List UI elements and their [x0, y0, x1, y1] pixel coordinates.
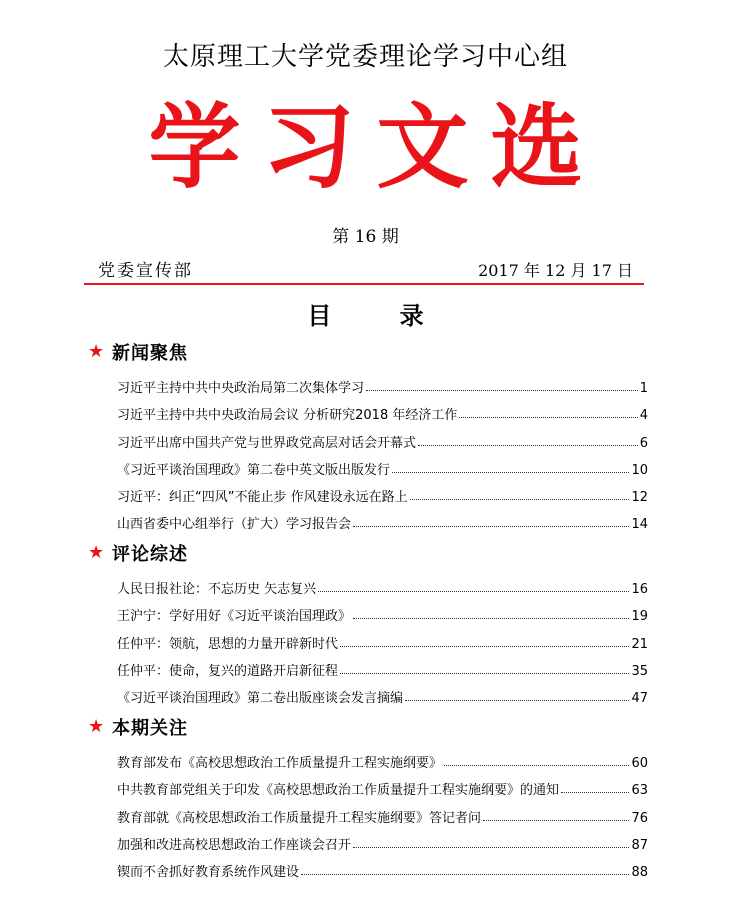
- toc-entry-title: 任仲平：领航，思想的力量开辟新时代: [117, 636, 339, 652]
- toc-title: 目 录: [307, 301, 454, 330]
- toc-entry[interactable]: [88, 798, 648, 825]
- leader-dots: [392, 472, 629, 473]
- toc-entry-page: 19: [631, 609, 648, 625]
- leader-dots: [444, 765, 629, 766]
- toc-entry-title: 习近平主持中共中央政治局第二次集体学习: [117, 381, 365, 397]
- star-icon: ★: [88, 341, 105, 362]
- star-icon: ★: [88, 716, 105, 737]
- org-name: 太原理工大学党委理论学习中心组: [162, 42, 568, 72]
- publication-title: 学习文选: [148, 93, 605, 201]
- leader-dots: [459, 417, 637, 418]
- toc-entry[interactable]: [88, 423, 648, 450]
- toc-entry-page: 10: [631, 462, 648, 478]
- toc-entry[interactable]: [88, 396, 648, 423]
- issue-number: 第 16 期: [332, 227, 399, 247]
- toc-entry-title: 教育部就《高校思想政治工作质量提升工程实施纲要》答记者问: [117, 810, 482, 826]
- section-header: [88, 714, 648, 740]
- toc-entry-page: 87: [631, 837, 648, 853]
- toc-entry[interactable]: [88, 679, 648, 706]
- leader-dots: [318, 591, 629, 592]
- leader-dots: [410, 499, 630, 500]
- leader-dots: [366, 390, 638, 391]
- toc-entry[interactable]: [88, 369, 648, 396]
- leader-dots: [340, 646, 629, 647]
- section-title: 评论综述: [112, 544, 188, 565]
- toc-entry-title: 加强和改进高校思想政治工作座谈会召开: [117, 837, 352, 853]
- toc-entry-title: 习近平主持中共中央政治局会议 分析研究2018 年经济工作: [117, 408, 458, 424]
- toc-entry[interactable]: [88, 652, 648, 679]
- toc-entry-page: 16: [631, 582, 648, 598]
- leader-dots: [353, 847, 629, 848]
- toc-entry-page: 12: [631, 489, 648, 505]
- toc-entry-page: 4: [639, 408, 648, 424]
- section-header: [88, 540, 648, 566]
- toc-entry-page: 63: [631, 783, 648, 799]
- leader-dots: [405, 700, 629, 701]
- toc-entry[interactable]: [88, 826, 648, 853]
- toc-entry-page: 60: [631, 756, 648, 772]
- star-icon: ★: [88, 542, 105, 563]
- department: 党委宣传部: [98, 261, 193, 281]
- toc-entry-page: 35: [631, 663, 648, 679]
- toc-entry[interactable]: [88, 505, 648, 532]
- toc-entry-page: 88: [631, 864, 648, 880]
- toc-entry[interactable]: [88, 853, 648, 880]
- toc-entry-page: 6: [639, 435, 648, 451]
- toc-entry-page: 1: [639, 381, 648, 397]
- toc-section-news: [88, 339, 648, 532]
- leader-dots: [353, 618, 629, 619]
- toc-entry-title: 王沪宁：学好用好《习近平谈治国理政》: [117, 609, 352, 625]
- toc-entry[interactable]: [88, 624, 648, 651]
- toc-entry-title: 任仲平：使命，复兴的道路开启新征程: [117, 663, 339, 679]
- toc-section-commentary: [88, 540, 648, 706]
- toc-section-focus: [88, 714, 648, 880]
- toc-entry-page: 47: [631, 690, 648, 706]
- leader-dots: [301, 874, 629, 875]
- section-header: [88, 339, 648, 365]
- toc-entry[interactable]: [88, 771, 648, 798]
- toc-entry-page: 21: [631, 636, 648, 652]
- header-divider: [84, 283, 644, 285]
- toc-entry-page: 14: [631, 517, 648, 533]
- leader-dots: [561, 792, 629, 793]
- leader-dots: [483, 820, 629, 821]
- leader-dots: [340, 673, 629, 674]
- toc-entry-title: 锲而不舍抓好教育系统作风建设: [117, 864, 300, 880]
- toc-entry[interactable]: [88, 570, 648, 597]
- toc-entry-title: 山西省委中心组举行（扩大）学习报告会: [117, 517, 352, 533]
- toc-entry-title: 人民日报社论：不忘历史 矢志复兴: [117, 582, 317, 598]
- section-title: 新闻聚焦: [112, 343, 188, 364]
- toc-entry-page: 76: [631, 810, 648, 826]
- toc-entry[interactable]: [88, 478, 648, 505]
- toc-entry-title: 习近平出席中国共产党与世界政党高层对话会开幕式: [117, 435, 417, 451]
- toc-entry-title: 《习近平谈治国理政》第二卷中英文版出版发行: [117, 462, 391, 478]
- toc-entry-title: 中共教育部党组关于印发《高校思想政治工作质量提升工程实施纲要》的通知: [117, 783, 560, 799]
- toc-entry[interactable]: [88, 451, 648, 478]
- publish-date: 2017 年 12 月 17 日: [478, 261, 633, 280]
- leader-dots: [418, 445, 638, 446]
- toc-entry[interactable]: [88, 744, 648, 771]
- toc-entry[interactable]: [88, 597, 648, 624]
- toc-entry-title: 教育部发布《高校思想政治工作质量提升工程实施纲要》: [117, 756, 443, 772]
- section-title: 本期关注: [112, 718, 188, 739]
- toc-entry-title: 习近平：纠正“四风”不能止步 作风建设永远在路上: [117, 489, 408, 505]
- leader-dots: [353, 526, 629, 527]
- toc-entry-title: 《习近平谈治国理政》第二卷出版座谈会发言摘编: [117, 690, 404, 706]
